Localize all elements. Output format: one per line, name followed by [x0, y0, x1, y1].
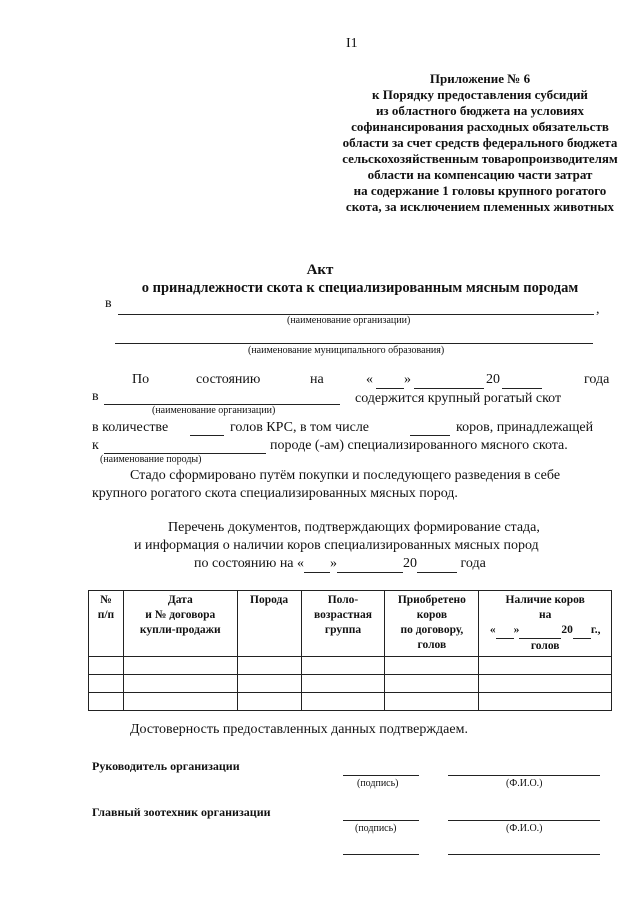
p1-sostoyaniyu: состоянию [196, 372, 261, 387]
table-cell [123, 675, 237, 693]
appendix-line: сельскохозяйственным товаропроизводителям [342, 151, 618, 166]
head-fio-line [448, 775, 600, 776]
table-cell [479, 693, 612, 711]
th-avail-day-line [496, 623, 514, 639]
lh3-month-line [337, 556, 403, 573]
p2-line2: крупного рогатого скота специализированных мясных пород. [92, 486, 458, 501]
lh3-prefix: по состоянию на « [194, 556, 305, 571]
appendix-line: к Порядку предоставления субсидий [372, 87, 588, 102]
th-purchased-l2: коров [416, 609, 448, 621]
th-age-l1: Поло- [327, 594, 359, 606]
p1-na: на [310, 372, 324, 387]
lh3-day-line [304, 556, 330, 573]
th-avail-year-line [573, 623, 591, 639]
p1-date-close: » [404, 372, 411, 387]
th-avail-month-line [519, 623, 561, 639]
th-avail-l1: Наличие коров [505, 594, 585, 606]
l4-text: породе (-ам) специализированного мясного скота. [270, 438, 568, 453]
table-cell [479, 657, 612, 675]
th-breed-l1: Порода [250, 594, 289, 606]
th-purchased-l3: по договору, [400, 624, 464, 636]
table-cell [301, 693, 385, 711]
l4-caption: (наименование породы) [100, 454, 202, 465]
p1-year-line [502, 388, 542, 389]
zoo-sign-line [343, 820, 419, 821]
l3-b: голов КРС, в том числе [230, 420, 370, 435]
table-cell [385, 675, 479, 693]
th-avail-open: « [489, 624, 496, 636]
th-number-l2: п/п [97, 609, 115, 621]
p2-line1: Стадо сформировано путём покупки и последующего разведения в себе [130, 468, 561, 483]
muni-line [115, 343, 593, 344]
th-avail-date [481, 623, 609, 639]
th-avail-l2: на [538, 609, 552, 621]
l3-cows-line [410, 435, 450, 436]
lh3-mid: » [330, 556, 338, 571]
list-heading-line1: Перечень документов, подтверждающих формирование стада, [168, 520, 540, 535]
th-breed [237, 591, 301, 657]
th-contract-l1: Дата [167, 594, 193, 606]
head-sign-caption: (подпись) [357, 778, 399, 789]
zoo-title: Главный зоотехник организации [92, 805, 271, 819]
lh3-year: 20 [403, 556, 418, 571]
table-header-row [89, 591, 612, 657]
org-caption: (наименование организации) [287, 315, 411, 326]
th-avail-g: г., [590, 624, 601, 636]
p1-goda: года [584, 372, 610, 387]
th-purchased [385, 591, 479, 657]
extra-fio-line [448, 854, 600, 855]
table-cell [237, 693, 301, 711]
l3-c: коров, принадлежащей [456, 420, 594, 435]
th-age-l2: возрастная [313, 609, 372, 621]
table-cell [89, 675, 124, 693]
table-cell [385, 657, 479, 675]
l3-heads-line [190, 435, 224, 436]
l2-v: в [92, 389, 99, 404]
appendix-line: скота, за исключением племенных животных [345, 199, 615, 214]
table-cell [237, 657, 301, 675]
table-cell [89, 693, 124, 711]
table-cell [301, 657, 385, 675]
zoo-fio-line [448, 820, 600, 821]
zoo-fio-caption: (Ф.И.О.) [506, 823, 543, 834]
table-cell [237, 675, 301, 693]
head-sign-line [343, 775, 419, 776]
th-avail-year: 20 [561, 624, 573, 636]
l4-k: к [92, 438, 99, 453]
confirm-text: Достоверность предоставленных данных подтверждаем. [130, 722, 468, 737]
p1-date-open: « [366, 372, 373, 387]
act-v-prefix: в [105, 296, 112, 311]
appendix-block [330, 71, 630, 215]
th-number-l1: № [100, 594, 112, 606]
table-cell [123, 693, 237, 711]
muni-caption: (наименование муниципального образования) [248, 345, 445, 356]
head-title: Руководитель организации [92, 759, 240, 773]
table-cell [385, 693, 479, 711]
table-row [89, 675, 612, 693]
extra-sign-line [343, 854, 419, 855]
act-title: Акт [306, 262, 334, 278]
table-cell [479, 675, 612, 693]
appendix-line: области за счет средств федерального бюджета [342, 135, 618, 150]
appendix-title: Приложение № 6 [429, 71, 531, 86]
l2-text: содержится крупный рогатый скот [355, 391, 562, 406]
p1-year-prefix: 20 [486, 372, 500, 387]
th-contract-l2: и № договора [145, 609, 216, 621]
l2-caption: (наименование организации) [152, 405, 276, 416]
table-row [89, 657, 612, 675]
lh3-suffix: года [460, 556, 486, 571]
p1-month-line [414, 388, 484, 389]
table-cell [301, 675, 385, 693]
act-subtitle: о принадлежности скота к специализированным мясным породам [141, 280, 579, 296]
page-number: I1 [346, 36, 358, 51]
lh3-year-line [417, 556, 457, 573]
th-avail-close: » [513, 624, 520, 636]
th-age-group [301, 591, 385, 657]
th-purchased-l1: Приобретено [397, 594, 466, 606]
th-number [89, 591, 124, 657]
appendix-line: из областного бюджета на условиях [375, 103, 585, 118]
head-fio-caption: (Ф.И.О.) [506, 778, 543, 789]
p1-po: По [132, 372, 150, 387]
th-contract-l3: купли-продажи [139, 624, 221, 636]
table-cell [89, 657, 124, 675]
th-avail-l4: голов [530, 640, 560, 652]
documents-table [88, 590, 612, 711]
list-heading-line2: и информация о наличии коров специализированных мясных пород [134, 538, 539, 553]
th-contract [123, 591, 237, 657]
org-comma: , [596, 302, 600, 317]
list-heading-line3 [194, 556, 486, 573]
appendix-line: области на компенсацию части затрат [367, 167, 593, 182]
table-row [89, 693, 612, 711]
appendix-line: софинансирования расходных обязательств [351, 119, 609, 134]
l3-a: в количестве [92, 420, 169, 435]
appendix-line: на содержание 1 головы крупного рогатого [353, 183, 607, 198]
th-availability [479, 591, 612, 657]
zoo-sign-caption: (подпись) [355, 823, 397, 834]
p1-day-line [376, 388, 404, 389]
table-cell [123, 657, 237, 675]
th-age-l3: группа [324, 624, 362, 636]
th-purchased-l4: голов [417, 639, 447, 651]
